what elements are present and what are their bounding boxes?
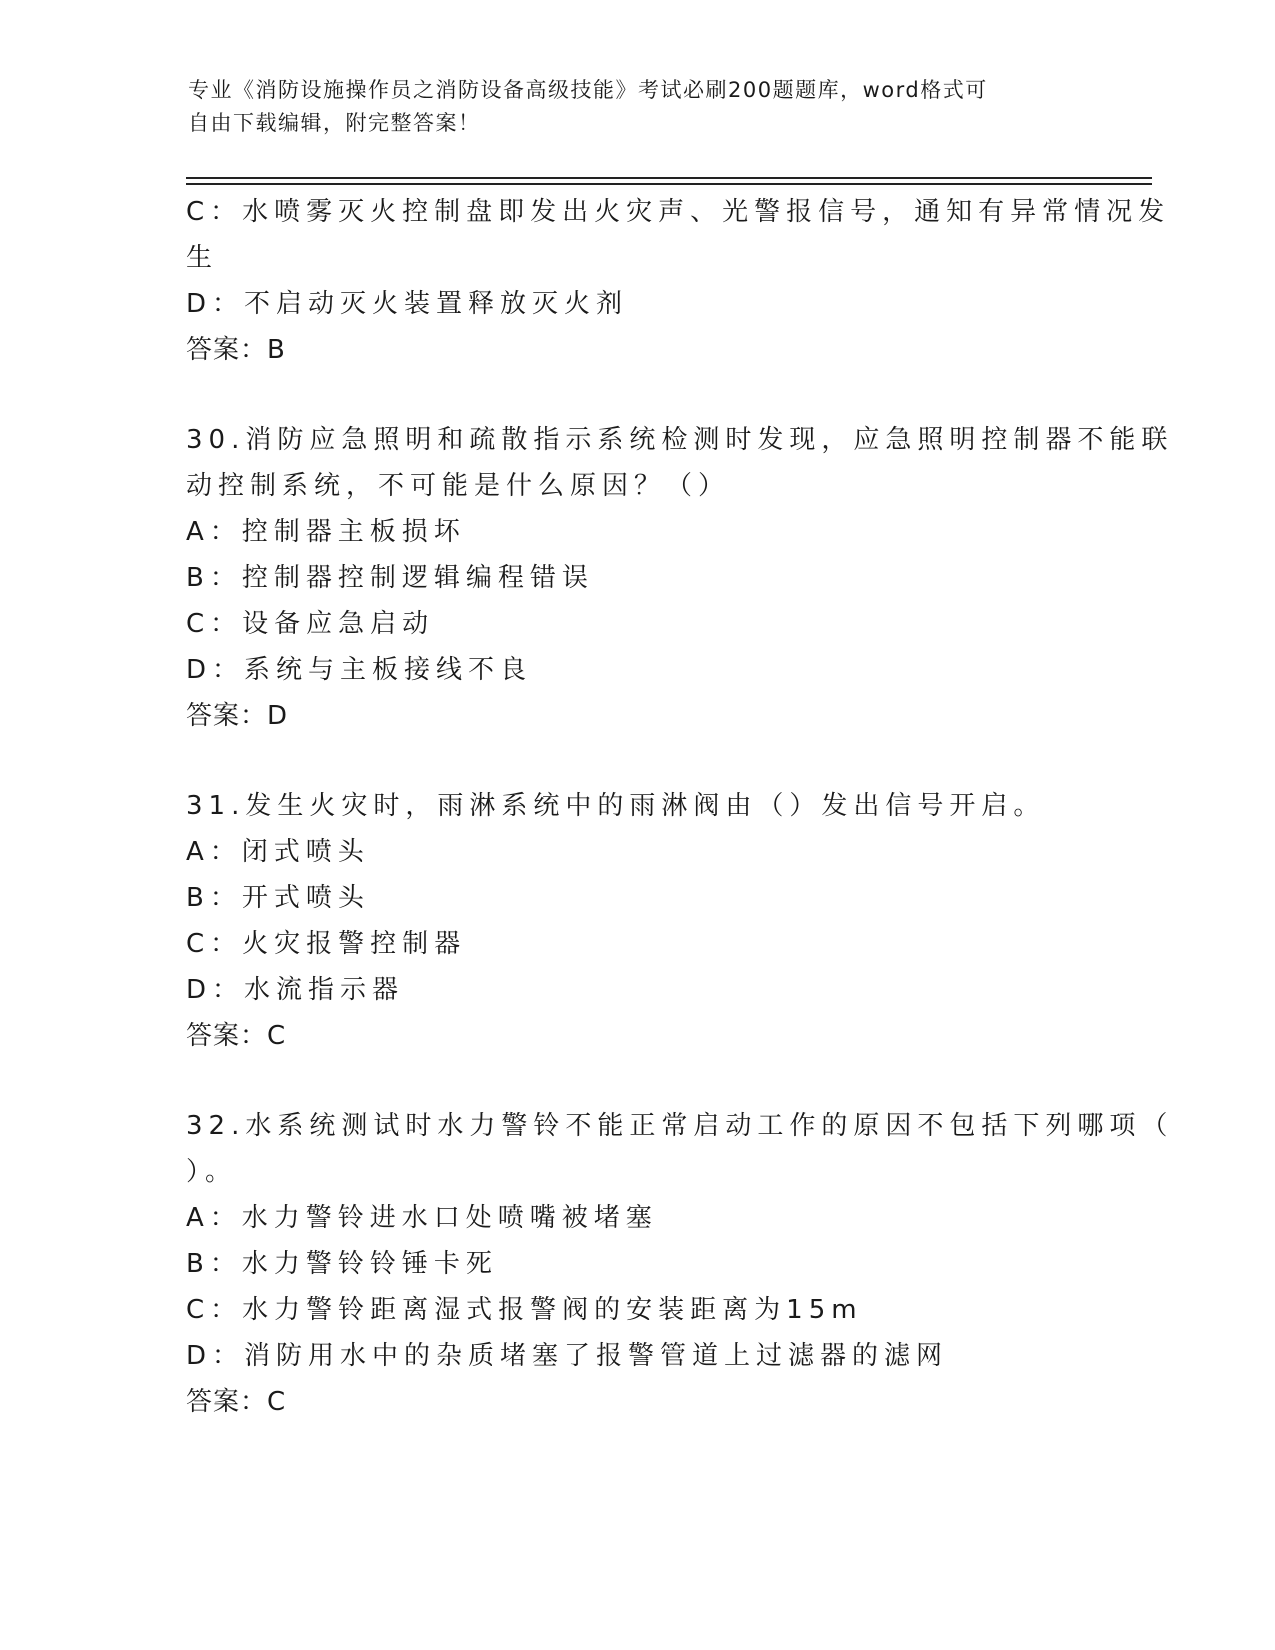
header-divider-top: [186, 177, 1152, 179]
header-line-1: 专业《消防设施操作员之消防设备高级技能》考试必刷200题题库，word格式可: [188, 78, 988, 102]
option-b: B：控制器控制逻辑编程错误: [186, 563, 594, 593]
option-d: D：不启动灭火装置释放灭火剂: [186, 289, 629, 319]
option-c-line-1: C：水喷雾灭火控制盘即发出火灾声、光警报信号，通知有异常情况发: [186, 197, 1171, 227]
question-stem-line-1: 31.发生火灾时，雨淋系统中的雨淋阀由（）发出信号开启。: [186, 791, 1046, 821]
option-a: A：控制器主板损坏: [186, 517, 466, 547]
question-list: [186, 189, 1174, 1425]
question-block-30: [186, 417, 1174, 739]
question-stem-line-1: 30.消防应急照明和疏散指示系统检测时发现，应急照明控制器不能联: [186, 425, 1174, 455]
answer-line: 答案：C: [186, 1021, 287, 1051]
answer-line: 答案：C: [186, 1387, 287, 1417]
option-c: C：设备应急启动: [186, 609, 435, 639]
option-c-line-2: 生: [186, 243, 219, 273]
option-c: C：火灾报警控制器: [186, 929, 467, 959]
option-a: A：闭式喷头: [186, 837, 370, 867]
option-d: D：系统与主板接线不良: [186, 655, 533, 685]
option-b: B：开式喷头: [186, 883, 370, 913]
option-a: A：水力警铃进水口处喷嘴被堵塞: [186, 1203, 658, 1233]
option-d: D：消防用水中的杂质堵塞了报警管道上过滤器的滤网: [186, 1341, 949, 1371]
question-stem-line-1: 32.水系统测试时水力警铃不能正常启动工作的原因不包括下列哪项（: [186, 1111, 1174, 1141]
header-line-2: 自由下载编辑，附完整答案！: [188, 111, 481, 135]
header-divider-bottom: [186, 183, 1152, 185]
question-block-31: [186, 783, 1086, 1059]
question-block-29: [186, 189, 1171, 373]
option-c: C：水力警铃距离湿式报警阀的安装距离为15m: [186, 1295, 863, 1325]
question-block-32: [186, 1103, 1174, 1425]
question-stem-line-2: 动控制系统，不可能是什么原因？（）: [186, 471, 731, 501]
option-d: D：水流指示器: [186, 975, 405, 1005]
option-b: B：水力警铃铃锤卡死: [186, 1249, 498, 1279]
document-header: [188, 74, 1068, 140]
question-stem-line-2: ）。: [186, 1157, 238, 1187]
answer-line: 答案：D: [186, 701, 289, 731]
answer-line: 答案：B: [186, 335, 286, 365]
